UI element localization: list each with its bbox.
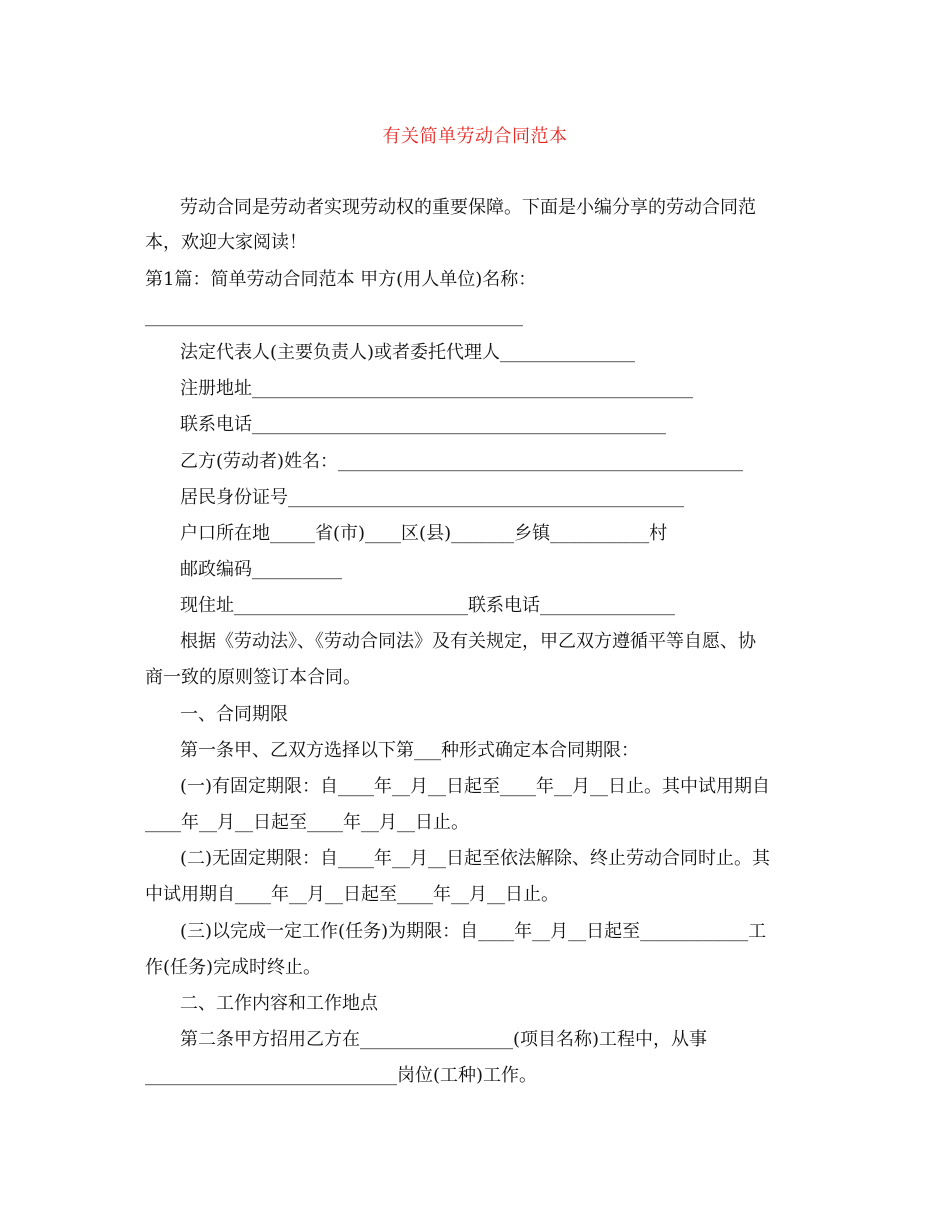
paragraph-line: 户口所在地_____省(市)____区(县)_______乡镇___________村 [180,523,668,544]
paragraph-line: 本，欢迎大家阅读！ [145,232,307,253]
section-heading: 一、合同期限 [180,704,288,725]
section-heading: 二、工作内容和工作地点 [180,993,378,1014]
paragraph-line: 法定代表人(主要负责人)或者委托代理人_______________ [180,342,636,363]
paragraph-line: 邮政编码__________ [180,559,342,580]
paragraph-line: 第二条甲方招用乙方在_________________(项目名称)工程中，从事 [180,1029,708,1050]
paragraph-line: ____________________________岗位(工种)工作。 [145,1065,538,1086]
paragraph-line: 乙方(劳动者)姓名：_____________________________________________ [180,451,744,472]
paragraph-line: 根据《劳动法》、《劳动合同法》及有关规定，甲乙双方遵循平等自愿、协 [180,631,756,652]
paragraph-line: 中试用期自____年__月__日起至____年__月__日止。 [145,884,559,905]
paragraph-line: 现住址__________________________联系电话_______________ [180,595,675,616]
paragraph-line: (三)以完成一定工作(任务)为期限：自____年__月__日起至____________工 [180,921,767,942]
paragraph-line: 联系电话______________________________________________ [180,414,666,435]
paragraph-line: 注册地址_________________________________________________ [180,378,693,399]
paragraph-line: (二)无固定期限：自____年__月__日起至依法解除、终止劳动合同时止。其 [180,848,771,869]
paragraph-line: 作(任务)完成时终止。 [145,957,322,978]
paragraph-line: 居民身份证号____________________________________________ [180,487,684,508]
paragraph-line: ____年__月__日起至____年__月__日止。 [145,812,469,833]
paragraph-line: 劳动合同是劳动者实现劳动权的重要保障。下面是小编分享的劳动合同范 [180,197,756,218]
document-title: 有关简单劳动合同范本 [382,126,568,147]
blank-line: __________________________________________ [145,306,523,327]
paragraph-line: 商一致的原则签订本合同。 [145,667,361,688]
paragraph-line: (一)有固定期限：自____年__月__日起至____年__月__日止。其中试用期自 [180,776,771,797]
paragraph-line: 第1篇：简单劳动合同范本 甲方(用人单位)名称： [145,269,537,290]
paragraph-line: 第一条甲、乙双方选择以下第___种形式确定本合同期限： [180,740,639,761]
